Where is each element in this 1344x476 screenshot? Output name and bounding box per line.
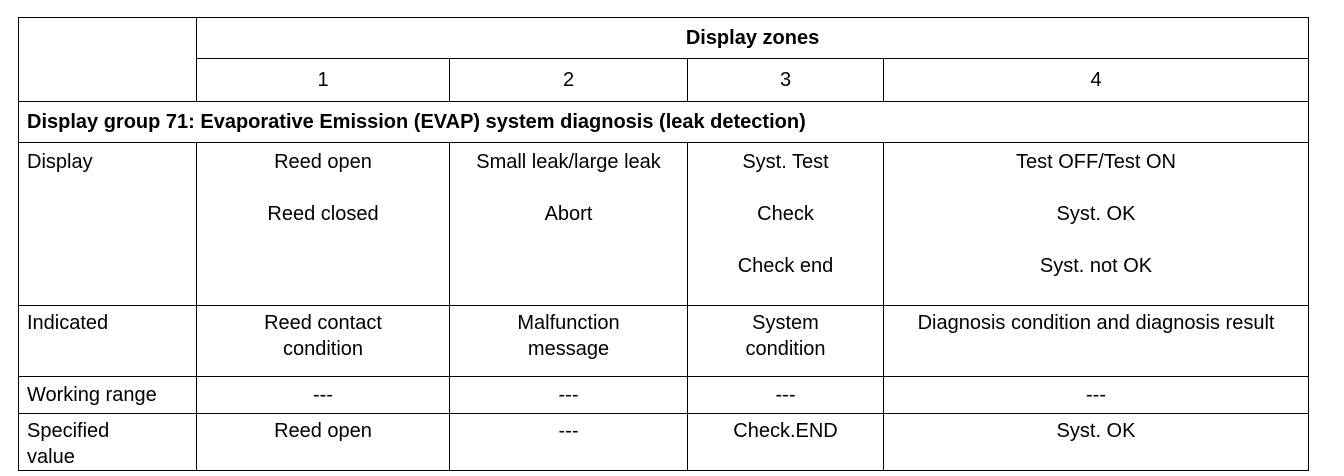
- indicated-zone-4: Diagnosis condition and diagnosis result: [884, 306, 1309, 377]
- display-zone-3: [688, 143, 884, 306]
- indicated-zone-3: System condition: [688, 306, 884, 377]
- display-zone-2: [450, 143, 688, 306]
- table-row-specified-value: [19, 414, 1309, 471]
- display-value: Check end: [737, 255, 834, 277]
- zone-number-4: 4: [884, 59, 1309, 102]
- row-label-working-range: Working range: [19, 377, 197, 414]
- display-zone-4: [884, 143, 1309, 306]
- display-value: Syst. OK: [1056, 203, 1136, 225]
- display-value: Abort: [544, 203, 593, 225]
- table-row-working-range: [19, 377, 1309, 414]
- zone-number-1: 1: [197, 59, 450, 102]
- zone-number-3: 3: [688, 59, 884, 102]
- indicated-zone-1: Reed contact condition: [197, 306, 450, 377]
- table-row-display: [19, 143, 1309, 306]
- display-value: Test OFF/Test ON: [1015, 151, 1177, 173]
- corner-cell: [19, 18, 197, 102]
- row-label-indicated: Indicated: [19, 306, 197, 377]
- display-value: Syst. not OK: [1039, 255, 1153, 277]
- display-value: Reed closed: [267, 203, 379, 225]
- working-range-zone-4: ---: [884, 377, 1309, 414]
- specified-value-zone-1: Reed open: [197, 414, 450, 471]
- display-value: Small leak/large leak: [476, 151, 661, 173]
- display-group-table: [18, 17, 1309, 471]
- specified-value-zone-2: ---: [450, 414, 688, 471]
- specified-value-zone-4: Syst. OK: [884, 414, 1309, 471]
- specified-value-zone-3: Check.END: [688, 414, 884, 471]
- header-row-numbers: [19, 59, 1309, 102]
- indicated-zone-2: Malfunction message: [450, 306, 688, 377]
- row-label-display: Display: [19, 143, 197, 306]
- working-range-zone-1: ---: [197, 377, 450, 414]
- display-zones-heading: Display zones: [197, 18, 1309, 59]
- zone-number-2: 2: [450, 59, 688, 102]
- display-value: Syst. Test: [742, 151, 829, 173]
- display-zone-1: [197, 143, 450, 306]
- working-range-zone-3: ---: [688, 377, 884, 414]
- group-title: Display group 71: Evaporative Emission (EVAP) system diagnosis (leak detection): [19, 102, 1309, 143]
- display-value: Check: [757, 203, 814, 225]
- row-label-specified-value: Specified value: [19, 414, 197, 471]
- group-row: [19, 102, 1309, 143]
- working-range-zone-2: ---: [450, 377, 688, 414]
- table-row-indicated: [19, 306, 1309, 377]
- header-row-zones: [19, 18, 1309, 59]
- display-value: Reed open: [274, 151, 372, 173]
